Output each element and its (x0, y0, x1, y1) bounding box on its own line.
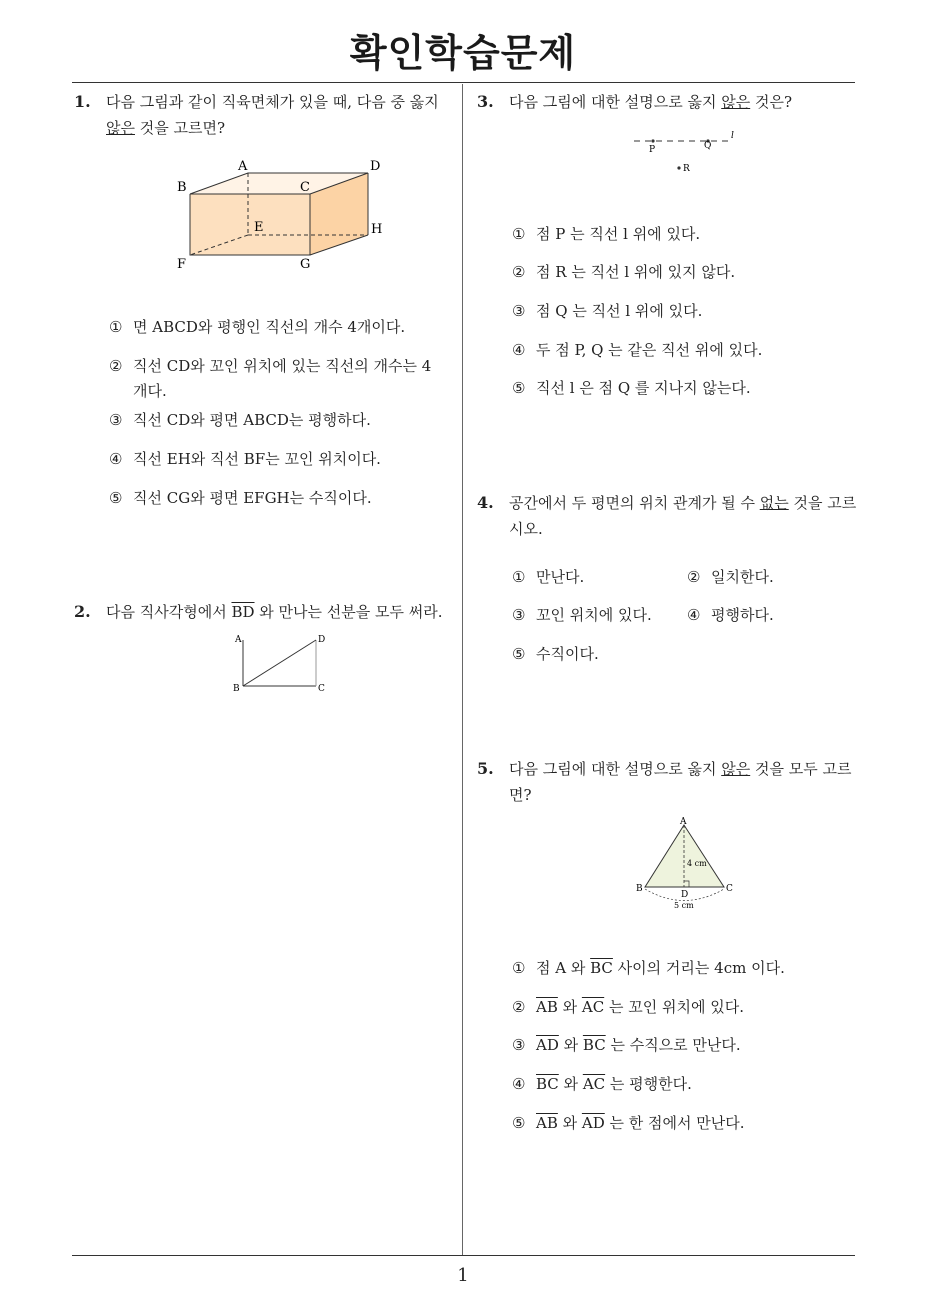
option-3[interactable]: ③ 점 Q 는 직선 l 위에 있다. (512, 302, 703, 320)
line-symbol: $\overline{AD}$ (536, 1036, 559, 1054)
points-line-figure (628, 128, 740, 178)
option-2-continued: 개다. (133, 382, 167, 400)
label-P: P (649, 145, 656, 155)
line-symbol: $\overline{BC}$ (590, 959, 613, 977)
rectangle-figure (228, 630, 338, 696)
line-symbol: $\overline{BC}$ (536, 1075, 559, 1093)
label-A: A (238, 159, 248, 174)
option-3[interactable]: ③ 꼬인 위치에 있다. (512, 606, 652, 624)
label-B: B (636, 884, 643, 894)
line-symbol: $\overline{AC}$ (582, 1075, 606, 1093)
column-divider (462, 84, 463, 1256)
question-text: 다음 그림에 대한 설명으로 옳지 않은 것을 모두 고르 면? (509, 760, 852, 804)
question-text: 다음 직사각형에서 $\overline{BD}$ 와 만나는 선분을 모두 써라. (106, 603, 443, 621)
label-D: D (370, 159, 381, 174)
height-label: 4 cm (687, 859, 707, 868)
page-title: 확인학습문제 (349, 31, 577, 75)
option-2[interactable]: ② 점 R 는 직선 l 위에 있지 않다. (512, 263, 736, 281)
base-label: 5 cm (674, 901, 694, 910)
question-number: 5. (477, 759, 494, 778)
label-H: H (371, 222, 383, 237)
option-1[interactable]: ① 점 A 와 $\overline{BC}$ 사이의 거리는 4cm 이다. (512, 959, 785, 977)
label-D: D (681, 890, 689, 900)
option-3[interactable]: ③ $\overline{AD}$ 와 $\overline{BC}$ 는 수직으로 만난다. (512, 1036, 741, 1054)
option-1[interactable]: ① 면 ABCD와 평행인 직선의 개수 4개이다. (109, 318, 406, 336)
option-5[interactable]: ⑤ 직선 CG와 평면 EFGH는 수직이다. (109, 489, 372, 507)
option-4[interactable]: ④ 평행하다. (687, 606, 774, 624)
question-number: 1. (74, 92, 91, 111)
question-text: 다음 그림과 같이 직육면체가 있을 때, 다음 중 옳지 않은 것을 고르면? (106, 93, 439, 137)
option-2[interactable]: ② $\overline{AB}$ 와 $\overline{AC}$ 는 꼬인 위치에 있다. (512, 998, 744, 1016)
label-R: R (683, 164, 690, 174)
option-3[interactable]: ③ 직선 CD와 평면 ABCD는 평행하다. (109, 411, 371, 429)
option-2[interactable]: ② 일치한다. (687, 568, 774, 586)
label-B: B (233, 684, 240, 694)
label-C: C (726, 884, 733, 894)
label-E: E (254, 220, 264, 235)
label-F: F (177, 257, 187, 272)
option-4[interactable]: ④ 직선 EH와 직선 BF는 꼬인 위치이다. (109, 450, 381, 468)
label-Q: Q (704, 141, 712, 151)
option-2[interactable]: ② 직선 CD와 꼬인 위치에 있는 직선의 개수는 4 (109, 357, 432, 375)
option-1[interactable]: ① 만난다. (512, 568, 585, 586)
option-5[interactable]: ⑤ 수직이다. (512, 645, 599, 663)
segment-BD: $\overline{BD}$ (231, 603, 255, 621)
label-A: A (680, 817, 687, 827)
line-symbol: $\overline{AC}$ (581, 998, 605, 1016)
label-D: D (318, 635, 326, 645)
cuboid-figure (170, 155, 395, 275)
line-symbol: $\overline{AB}$ (536, 998, 558, 1016)
top-rule (72, 82, 855, 83)
label-A: A (235, 635, 242, 645)
option-5[interactable]: ⑤ $\overline{AB}$ 와 $\overline{AD}$ 는 한 점에서 만난다. (512, 1114, 745, 1132)
line-symbol: $\overline{AB}$ (536, 1114, 558, 1132)
question-number: 3. (477, 92, 494, 111)
option-4[interactable]: ④ 두 점 P, Q 는 같은 직선 위에 있다. (512, 341, 763, 359)
label-C: C (318, 684, 325, 694)
triangle-figure (630, 815, 740, 913)
question-number: 4. (477, 493, 494, 512)
page-number: 1 (457, 1265, 469, 1286)
question-number: 2. (74, 602, 91, 621)
label-B: B (177, 180, 187, 195)
label-G: G (300, 257, 311, 272)
line-symbol: $\overline{BC}$ (582, 1036, 606, 1054)
label-line-l: l (731, 131, 734, 141)
label-C: C (300, 180, 310, 195)
question-text: 공간에서 두 평면의 위치 관계가 될 수 없는 것을 고르 시오. (509, 494, 857, 538)
bottom-rule (72, 1255, 855, 1256)
option-4[interactable]: ④ $\overline{BC}$ 와 $\overline{AC}$ 는 평행한다. (512, 1075, 692, 1093)
option-5[interactable]: ⑤ 직선 l 은 점 Q 를 지나지 않는다. (512, 379, 751, 397)
question-text: 다음 그림에 대한 설명으로 옳지 않은 것은? (509, 93, 792, 111)
line-symbol: $\overline{AD}$ (581, 1114, 605, 1132)
option-1[interactable]: ① 점 P 는 직선 l 위에 있다. (512, 225, 701, 243)
